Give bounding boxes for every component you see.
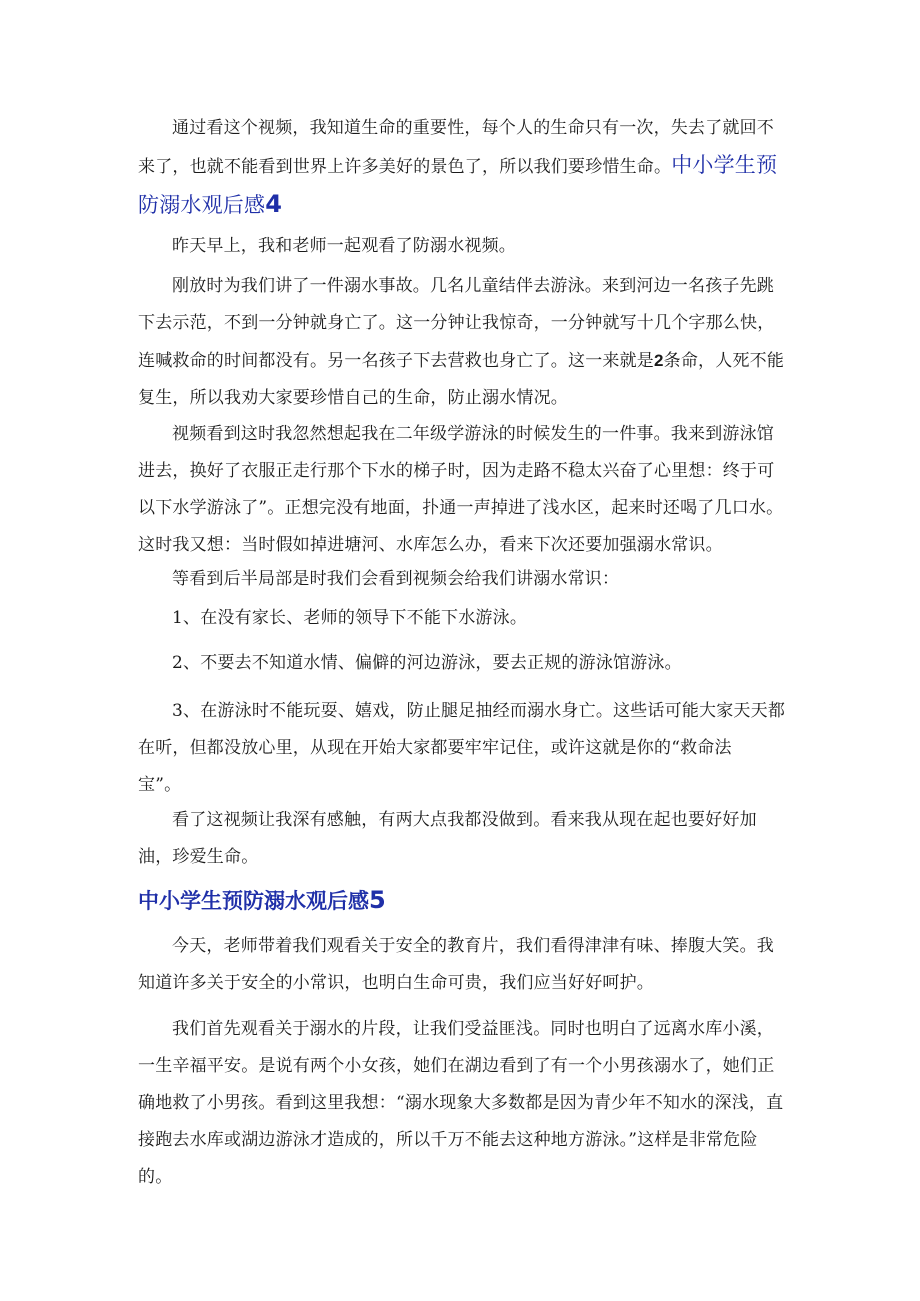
- essay4-paragraph-1: 昨天早上，我和老师一起观看了防溺水视频。: [172, 236, 516, 256]
- intro-paragraph: [138, 110, 786, 226]
- essay4-paragraph-3: 视频看到这时我忽然想起我在二年级学游泳的时候发生的一件事。我来到游泳馆进去，换好了衣服正走行那个下水的梯子时，因为走路不稳太兴奋了心里想：终于可以下水学游泳了”。正想完没有地面，扑通一声掉进了浅水区，起来时还喝了几口水。这时我又想：当时假如掉进塘河、水库怎么办，看来下次还要加强溺水常识。: [138, 424, 784, 555]
- essay4-list-item-1: 1、在没有家长、老师的领导下不能下水游泳。: [172, 608, 528, 628]
- essay5-paragraph-1: 今天，老师带着我们观看关于安全的教育片，我们看得津津有味、捧腹大笑。我知道许多关于安全的小常识，也明白生命可贵，我们应当好好呵护。: [138, 936, 774, 993]
- intro-text: 通过看这个视频，我知道生命的重要性，每个人的生命只有一次，失去了就回不来了，也就不能看到世界上许多美好的景色了，所以我们要珍惜生命。: [138, 118, 774, 177]
- essay4-heading: 中小学生预防溺水观后感4: [138, 153, 778, 218]
- essay4-list-item-3: 3、在游泳时不能玩耍、嬉戏，防止腿足抽经而溺水身亡。这些话可能大家天天都在听，但都没放心里，从现在开始大家都要牢牢记住，或许这就是你的“救命法 宝”。: [138, 701, 786, 795]
- essay4-paragraph-2: 刚放时为我们讲了一件溺水事故。几名儿童结伴去游泳。来到河边一名孩子先跳下去示范，不到一分钟就身亡了。这一分钟让我惊奇，一分钟就写十几个字那么快，连喊救命的时间都没有。另一名孩子下去营救也身亡了。这一来就是2条命，人死不能复生，所以我劝大家要珍惜自己的生命，防止溺水情况。: [138, 276, 785, 408]
- essay4-paragraph-8: 看了这视频让我深有感触，有两大点我都没做到。看来我从现在起也要好好加油，珍爱生命。: [138, 810, 757, 867]
- essay5-heading: 中小学生预防溺水观后感5: [138, 886, 386, 914]
- essay4-list-item-2: 2、不要去不知道水情、偏僻的河边游泳，要去正规的游泳馆游泳。: [172, 653, 682, 673]
- essay4-paragraph-4: 等看到后半局部是时我们会看到视频会给我们讲溺水常识：: [172, 569, 620, 589]
- essay5-paragraph-2: 我们首先观看关于溺水的片段，让我们受益匪浅。同时也明白了远离水库小溪，一生辛福平安。是说有两个小女孩，她们在湖边看到了有一个小男孩溺水了，她们正确地救了小男孩。看到这里我想：“溺水现象大多数都是因为青少年不知水的深浅，直接跑去水库或湖边游泳才造成的，所以千万不能去这种地方游泳。”这样是非常危险的。: [138, 1019, 784, 1187]
